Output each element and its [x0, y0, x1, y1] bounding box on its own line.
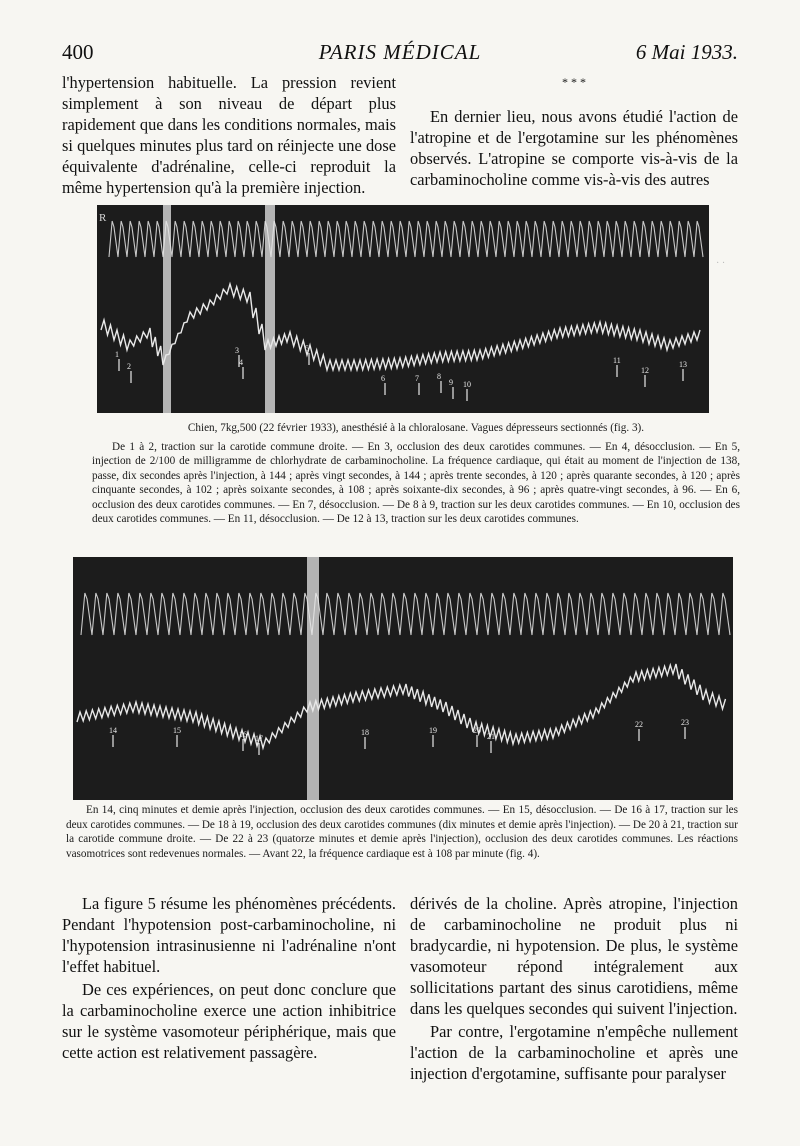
paragraph: La figure 5 résume les phénomènes précédents. Pendant l'hypotension post-carbaminocholine, ni l'hypotension intrasinusienne ni l'adrénaline n'ont l'effet habituel.	[62, 894, 396, 976]
marker-label: 20	[473, 726, 481, 735]
signal-bar	[163, 205, 171, 413]
marker-label: 14	[109, 726, 117, 735]
marker-label: 4	[239, 358, 243, 367]
marker-label: 22	[635, 720, 643, 729]
marker-label: 19	[429, 726, 437, 735]
marker-label: 9	[449, 378, 453, 387]
bottom-left-column	[62, 893, 396, 1063]
journal-title: PARIS MÉDICAL	[318, 40, 482, 64]
timer-bar	[265, 205, 275, 413]
marker-label: 17	[255, 734, 263, 743]
figure-1-trace	[97, 205, 709, 413]
scan-dots: · ·	[716, 258, 726, 269]
marker-label: 21	[487, 732, 495, 741]
figure-2-caption	[66, 803, 738, 861]
top-right-column	[410, 72, 738, 190]
caption-body: De 1 à 2, traction sur la carotide commune droite. — En 3, occlusion des deux carotides communes. — En 4, désocclusion. — En 5, injection de 2/100 de milligramme de chlorhydrate de carbaminocholine. La fréquence cardiaque, qui était au moment de l'injection de 138, passe, dix secondes après l'injection, à 144 ; après vingt secondes, à 144 ; après trente secondes, à 120 ; après quarante secondes, à 120 ; après cinquante secondes, à 102 ; après soixante secondes, à 108 ; après soixante-dix secondes, à 96 ; après quatre-vingt secondes, à 96. — En 6, occlusion des deux carotides communes. — En 7, désocclusion. — De 8 à 9, traction sur les deux carotides communes. — En 10, occlusion des deux carotides communes. — En 11, désocclusion. — De 12 à 13, traction sur les deux carotides communes.	[92, 440, 740, 525]
issue-date: 6 Mai 1933.	[635, 40, 738, 64]
section-separator: * * *	[562, 75, 586, 89]
marker-label: 12	[641, 366, 649, 375]
paragraph: De ces expériences, on peut donc conclure que la carbaminocholine exerce une action inhibitrice sur le système vasomoteur périphérique, mais que cette action est relativement passagère.	[62, 980, 396, 1062]
paragraph: En dernier lieu, nous avons étudié l'action de l'atropine et de l'ergotamine sur les phénomènes observés. L'atropine se comporte vis-à-vis de la carbaminocholine comme vis-à-vis des autres	[410, 107, 738, 189]
figure-corner-mark: R	[99, 212, 107, 224]
marker-label: 6	[381, 374, 385, 383]
caption-body: En 14, cinq minutes et demie après l'injection, occlusion des deux carotides communes. — En 15, désocclusion. — De 16 à 17, traction sur les deux carotides communes. — De 18 à 19, occlusion des deux carotides communes (dix minutes et demie après l'injection). — De 20 à 21, traction sur la carotide commune droite. — De 22 à 23 (quatorze minutes et demie après l'injection), occlusion des deux carotides communes. Les réactions vasomotrices sont redevenues normales. — Avant 22, la fréquence cardiaque est à 108 par minute (fig. 4).	[66, 804, 738, 860]
bottom-right-column	[410, 893, 738, 1084]
page-number: 400	[62, 40, 94, 64]
marker-label: 13	[679, 360, 687, 369]
marker-label: 2	[127, 362, 131, 371]
figure-2-trace	[73, 557, 733, 800]
marker-label: 3	[235, 346, 239, 355]
marker-label: 16	[239, 730, 247, 739]
marker-label: 8	[437, 372, 441, 381]
marker-label: 15	[173, 726, 181, 735]
page-header	[62, 40, 738, 70]
top-left-column	[62, 72, 396, 198]
paragraph: Par contre, l'ergotamine n'empêche nullement l'action de la carbaminocholine et après une injection d'ergotamine, suffisante pour paralyser	[410, 1022, 738, 1083]
pressure-trace	[77, 664, 726, 748]
caption-title: Chien, 7kg,500 (22 février 1933), anesthésié à la chloralosane. Vagues dépresseurs sectionnés (fig. 3).	[187, 422, 645, 434]
marker-label: 18	[361, 728, 369, 737]
marker-label: 1	[115, 350, 119, 359]
figure-1-kymograph	[97, 205, 709, 413]
timer-bar	[307, 557, 319, 800]
heartbeat-trace	[81, 593, 730, 635]
marker-label: 5	[305, 344, 309, 353]
paragraph: dérivés de la choline. Après atropine, l'injection de carbaminocholine ne produit plus ni bradycardie, ni hypotension. De plus, le système vasomoteur répond intégralement aux sollicitations partant des sinus carotidiens, même dans les quelques secondes qui suivent l'injection.	[410, 894, 738, 1018]
paragraph: l'hypertension habituelle. La pression revient simplement à son niveau de départ plus rapidement que dans les conditions normales, mais si quelques minutes plus tard on réinjecte une dose équivalente d'adrénaline, celle-ci reproduit la même hypertension qu'à la première injection.	[62, 73, 396, 197]
heartbeat-trace	[109, 221, 703, 257]
marker-label: 11	[613, 356, 621, 365]
marker-label: 10	[463, 380, 471, 389]
pressure-trace	[101, 284, 700, 370]
figure-1-caption	[92, 421, 740, 527]
marker-label: 23	[681, 718, 689, 727]
marker-label: 7	[415, 374, 419, 383]
figure-2-kymograph	[73, 557, 733, 800]
